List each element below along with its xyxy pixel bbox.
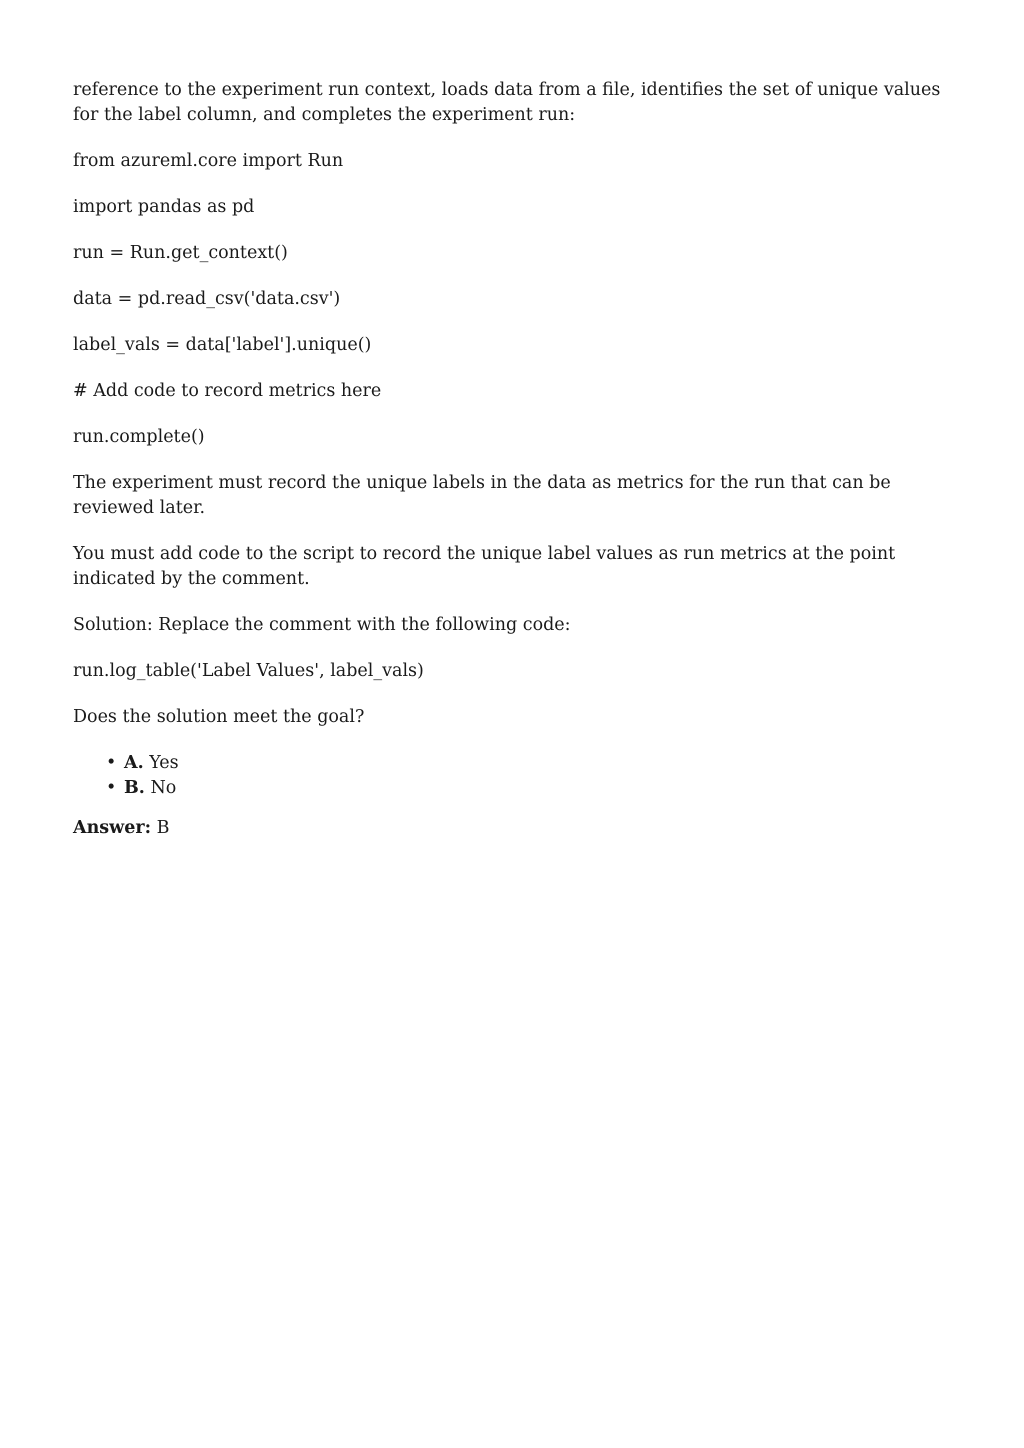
requirement-paragraph: The experiment must record the unique labels in the data as metrics for the run that can be reviewed later. — [73, 473, 891, 518]
code-line: run.complete() — [73, 427, 205, 447]
solution-intro: Solution: Replace the comment with the following code: — [73, 615, 571, 635]
solution-code: run.log_table('Label Values', label_vals) — [73, 661, 424, 681]
code-line: from azureml.core import Run — [73, 151, 344, 171]
option-a — [124, 751, 953, 776]
option-letter: A. — [124, 753, 144, 773]
answer-value: B — [156, 818, 170, 838]
option-letter: B. — [124, 778, 145, 798]
code-line: import pandas as pd — [73, 197, 255, 217]
code-line: run = Run.get_context() — [73, 243, 288, 263]
intro-paragraph: reference to the experiment run context, loads data from a file, identifies the set of unique values for the label column, and completes the experiment run: — [73, 80, 941, 125]
code-line: data = pd.read_csv('data.csv') — [73, 289, 341, 309]
code-comment-line: # Add code to record metrics here — [73, 381, 382, 401]
answer-line — [73, 816, 953, 841]
code-line: label_vals = data['label'].unique() — [73, 335, 372, 355]
option-b — [124, 776, 953, 801]
answer-options-list — [73, 751, 953, 801]
option-text: No — [150, 778, 177, 798]
instruction-paragraph: You must add code to the script to record the unique label values as run metrics at the point indicated by the comment. — [73, 544, 896, 589]
option-text: Yes — [149, 753, 179, 773]
answer-label: Answer: — [73, 818, 152, 838]
question-text: Does the solution meet the goal? — [73, 707, 365, 727]
document-page — [73, 78, 953, 862]
